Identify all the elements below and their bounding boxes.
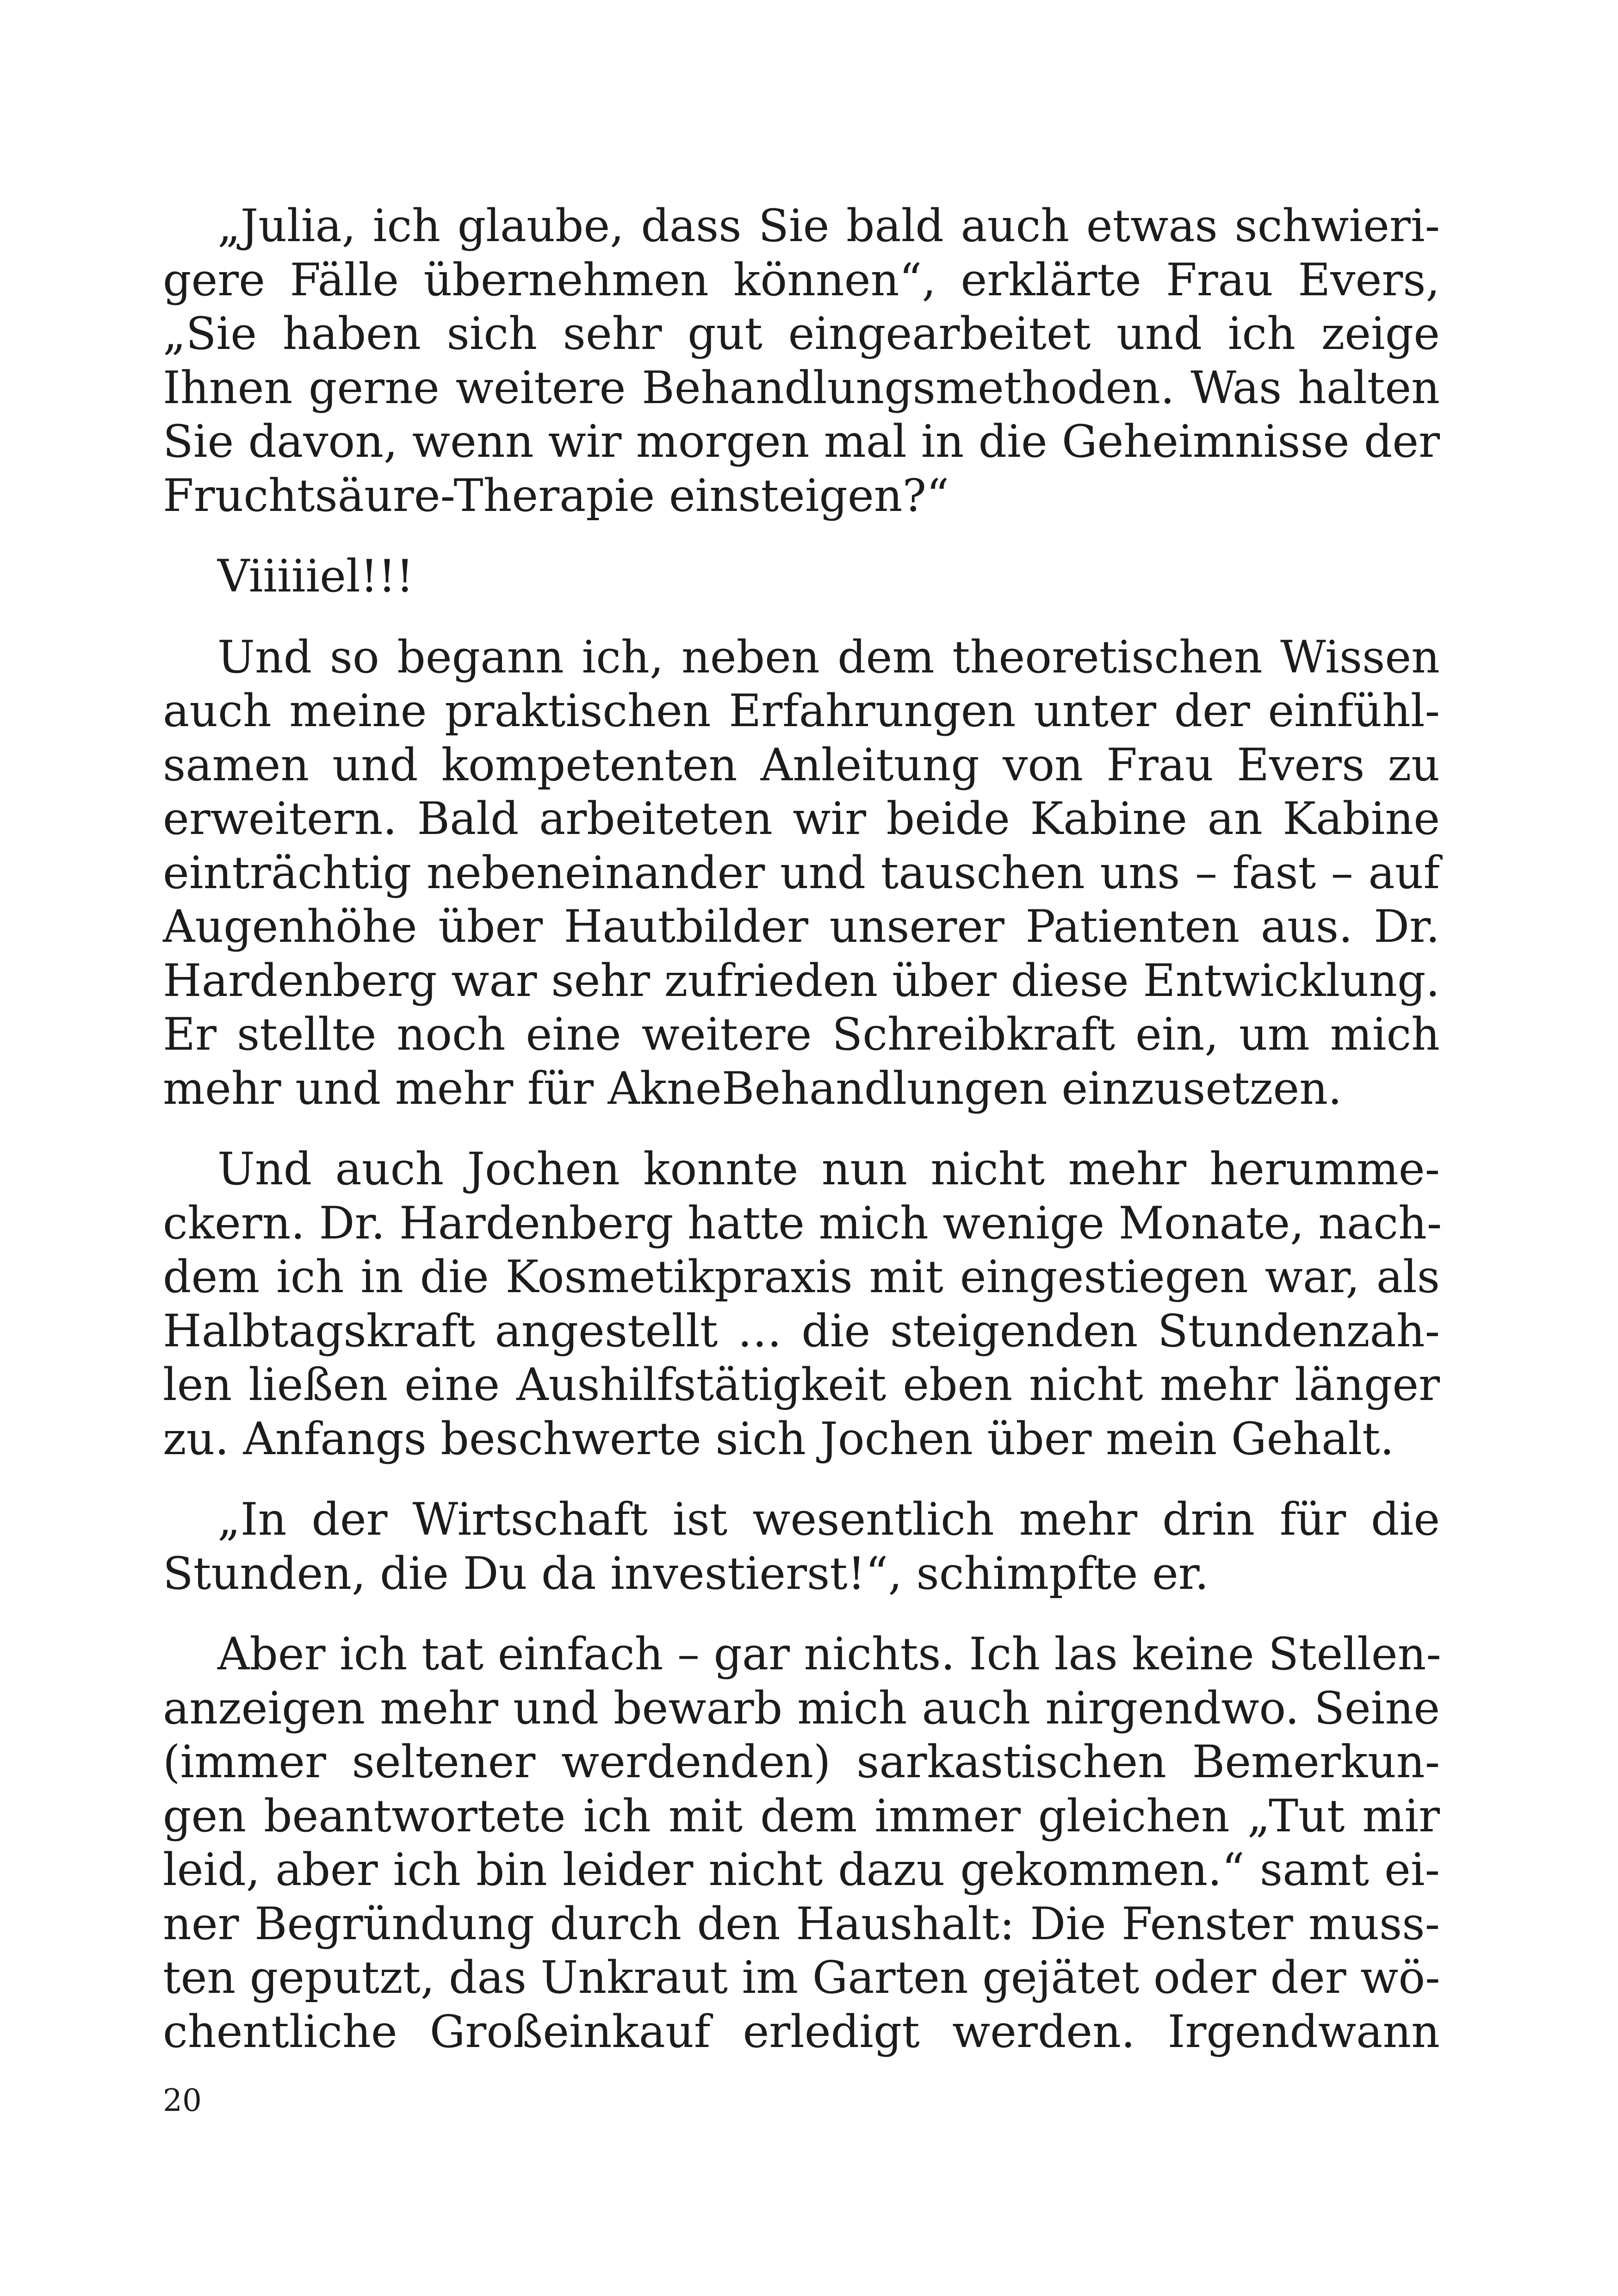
- text-line: Ihnen gerne weitere Behandlungsmethoden. Was halten: [163, 361, 1440, 414]
- paragraph-2: [163, 549, 1440, 604]
- paragraph-1: [163, 199, 1440, 523]
- text-line: auch meine praktischen Erfahrungen unter der einfühl-: [163, 685, 1440, 737]
- text-line: mehr und mehr für AkneBehandlungen einzusetzen.: [163, 1062, 1342, 1114]
- text-line: Hardenberg war sehr zufrieden über diese Entwicklung.: [163, 954, 1440, 1007]
- text-line: ner Begründung durch den Haushalt: Die Fenster muss-: [163, 1898, 1440, 1950]
- text-line: Sie davon, wenn wir morgen mal in die Geheimnisse der: [163, 416, 1440, 467]
- text-line: gen beantwortete ich mit dem immer gleichen „Tut mir: [163, 1790, 1440, 1842]
- text-line: Er stellte noch eine weitere Schreibkraft ein, um mich: [163, 1008, 1440, 1060]
- text-line: „Julia, ich glaube, dass Sie bald auch etwas schwieri-: [217, 200, 1440, 252]
- paragraph-3: [163, 630, 1440, 1116]
- text-line: leid, aber ich bin leider nicht dazu gekommen.“ samt ei-: [163, 1844, 1440, 1896]
- text-line: „In der Wirtschaft ist wesentlich mehr drin für die: [217, 1493, 1440, 1545]
- text-line: Viiiiiel!!!: [217, 550, 414, 602]
- text-line: ten geputzt, das Unkraut im Garten gejätet oder der wö-: [163, 1952, 1440, 2004]
- text-line: Stunden, die Du da investierst!“, schimpfte er.: [163, 1547, 1209, 1599]
- text-line: Aber ich tat einfach – gar nichts. Ich las keine Stellen-: [217, 1628, 1441, 1680]
- text-line: Fruchtsäure-Therapie einsteigen?“: [163, 469, 949, 522]
- text-line: len ließen eine Aushilfstätigkeit eben nicht mehr länger: [163, 1359, 1440, 1411]
- text-line: samen und kompetenten Anleitung von Frau Evers zu: [163, 739, 1440, 791]
- page-number: 20: [163, 2083, 202, 2118]
- paragraph-6: [163, 1627, 1440, 2059]
- text-line: chentliche Großeinkauf erledigt werden. Irgendwann: [163, 2005, 1440, 2058]
- text-line: dem ich in die Kosmetikpraxis mit eingestiegen war, als: [163, 1251, 1440, 1303]
- text-line: einträchtig nebeneinander und tauschen uns – fast – auf: [163, 846, 1440, 899]
- text-line: erweitern. Bald arbeiteten wir beide Kabine an Kabine: [163, 793, 1440, 845]
- text-line: „Sie haben sich sehr gut eingearbeitet und ich zeige: [163, 308, 1440, 360]
- paragraph-4: [163, 1142, 1440, 1466]
- text-line: zu. Anfangs beschwerte sich Jochen über mein Gehalt.: [163, 1412, 1395, 1465]
- text-line: Halbtagskraft angestellt … die steigenden Stundenzah-: [163, 1305, 1440, 1357]
- text-line: gere Fälle übernehmen können“, erklärte Frau Evers,: [163, 254, 1440, 306]
- text-line: Augenhöhe über Hautbilder unserer Patienten aus. Dr.: [163, 901, 1440, 952]
- text-line: Und auch Jochen konnte nun nicht mehr herumme-: [217, 1143, 1440, 1195]
- text-line: ckern. Dr. Hardenberg hatte mich wenige Monate, nach-: [163, 1197, 1442, 1249]
- text-line: (immer seltener werdenden) sarkastischen Bemerkun-: [163, 1736, 1440, 1788]
- body-text: [163, 199, 1440, 2085]
- paragraph-5: [163, 1493, 1440, 1600]
- text-line: anzeigen mehr und bewarb mich auch nirgendwo. Seine: [163, 1682, 1440, 1734]
- text-line: Und so begann ich, neben dem theoretischen Wissen: [217, 631, 1440, 683]
